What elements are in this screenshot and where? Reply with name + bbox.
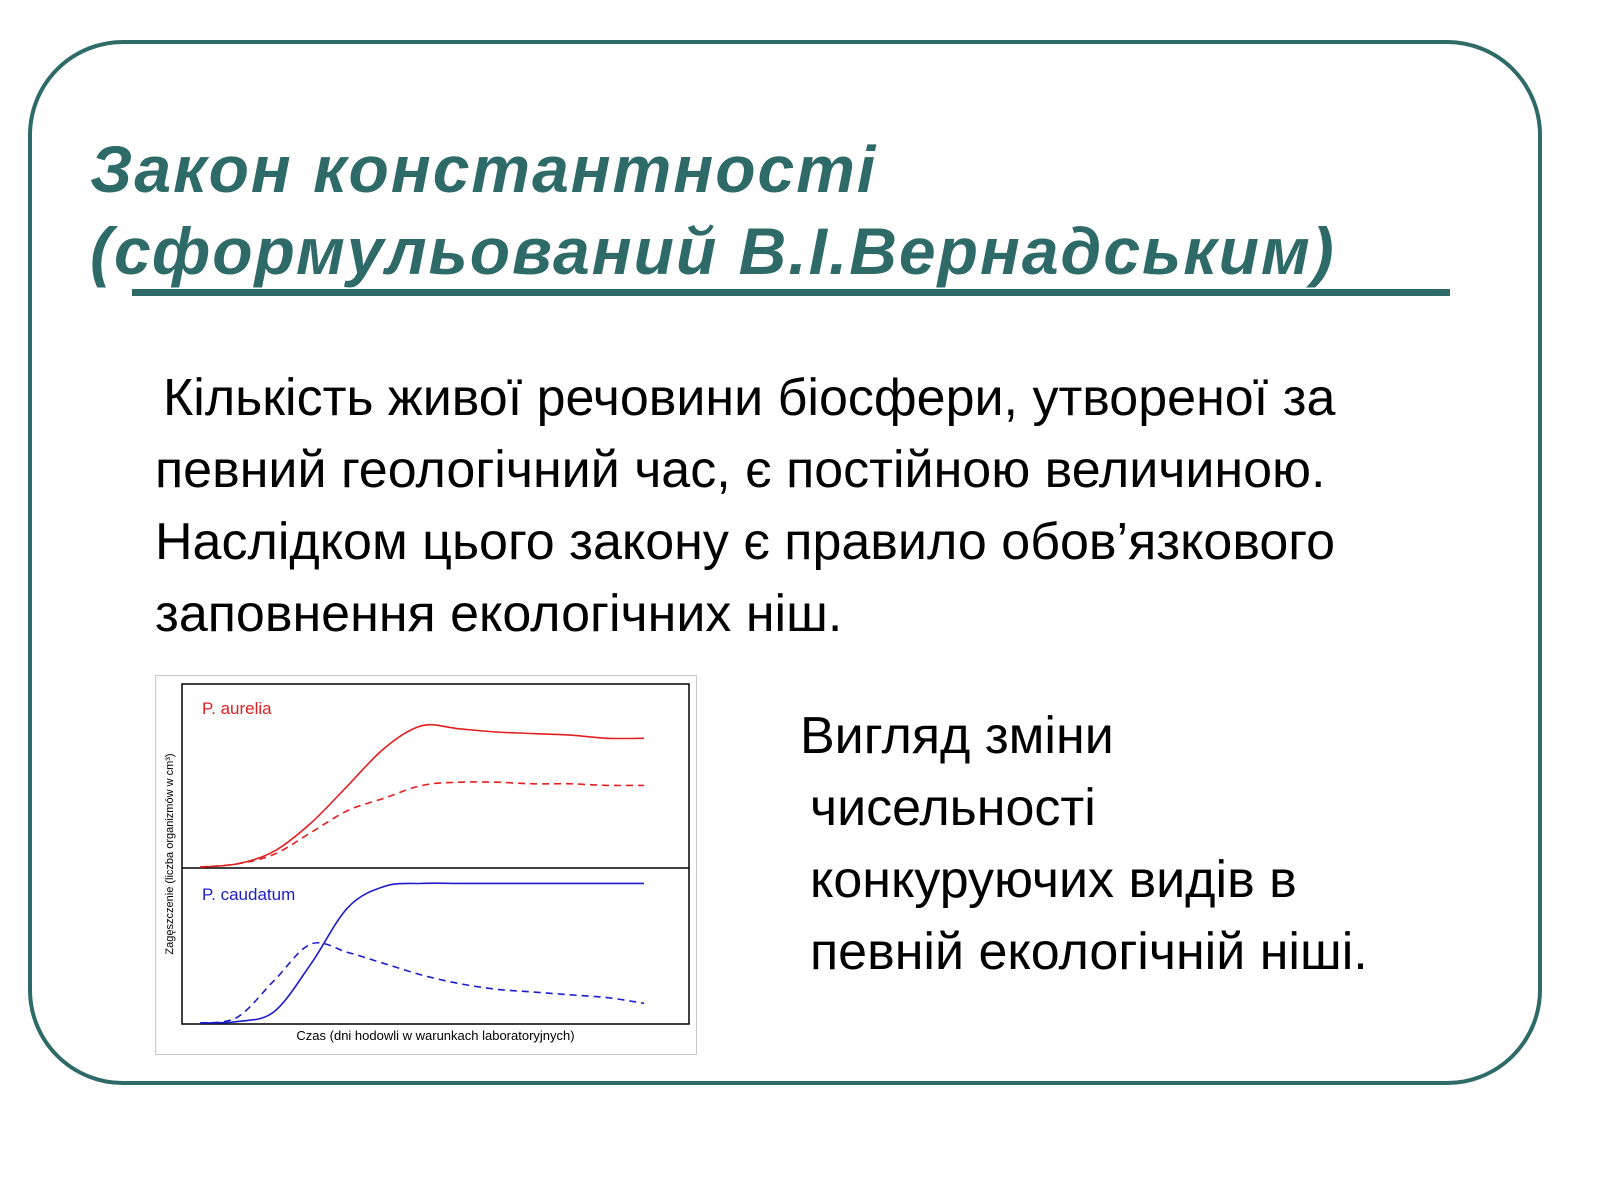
slide-title — [90, 128, 1490, 292]
series-line-caudatum-solid — [200, 883, 644, 1023]
panel-label-caudatum: P. caudatum — [202, 885, 296, 904]
series-line-caudatum-dashed — [200, 943, 644, 1023]
title-underline — [132, 289, 1450, 296]
law-description-line-1: Кількість живої речовини біосфери, утвореної за — [163, 369, 1336, 427]
law-description — [155, 362, 1515, 650]
chart-caption-line-1: Вигляд зміни — [800, 707, 1114, 765]
population-chart — [155, 675, 697, 1055]
law-description-line-2: певний геологічний час, є постійною величиною. — [155, 441, 1326, 499]
population-chart-svg — [156, 676, 696, 1054]
law-description-line-4: заповнення екологічних ніш. — [155, 585, 843, 643]
series-line-aurelia-solid — [200, 725, 644, 867]
y-axis-label: Zagęszczenie (liczba organizmów w cm³) — [164, 753, 176, 955]
law-description-line-3: Наслідком цього закону є правило обов’язкового — [155, 513, 1336, 571]
plot-frame — [182, 684, 689, 1024]
slide-title-line-1: Закон константності — [90, 132, 878, 206]
chart-caption — [800, 700, 1500, 988]
panel-label-aurelia: P. aurelia — [202, 699, 272, 718]
chart-caption-line-3: конкуруючих видів в — [810, 851, 1297, 909]
x-axis-label: Czas (dni hodowli w warunkach laboratoryjnych) — [296, 1028, 575, 1043]
chart-caption-line-4: певній екологічній ніші. — [810, 923, 1368, 981]
chart-caption-line-2: чисельності — [810, 779, 1096, 837]
slide-title-line-2: (сформульований В.І.Вернадським) — [90, 214, 1336, 288]
